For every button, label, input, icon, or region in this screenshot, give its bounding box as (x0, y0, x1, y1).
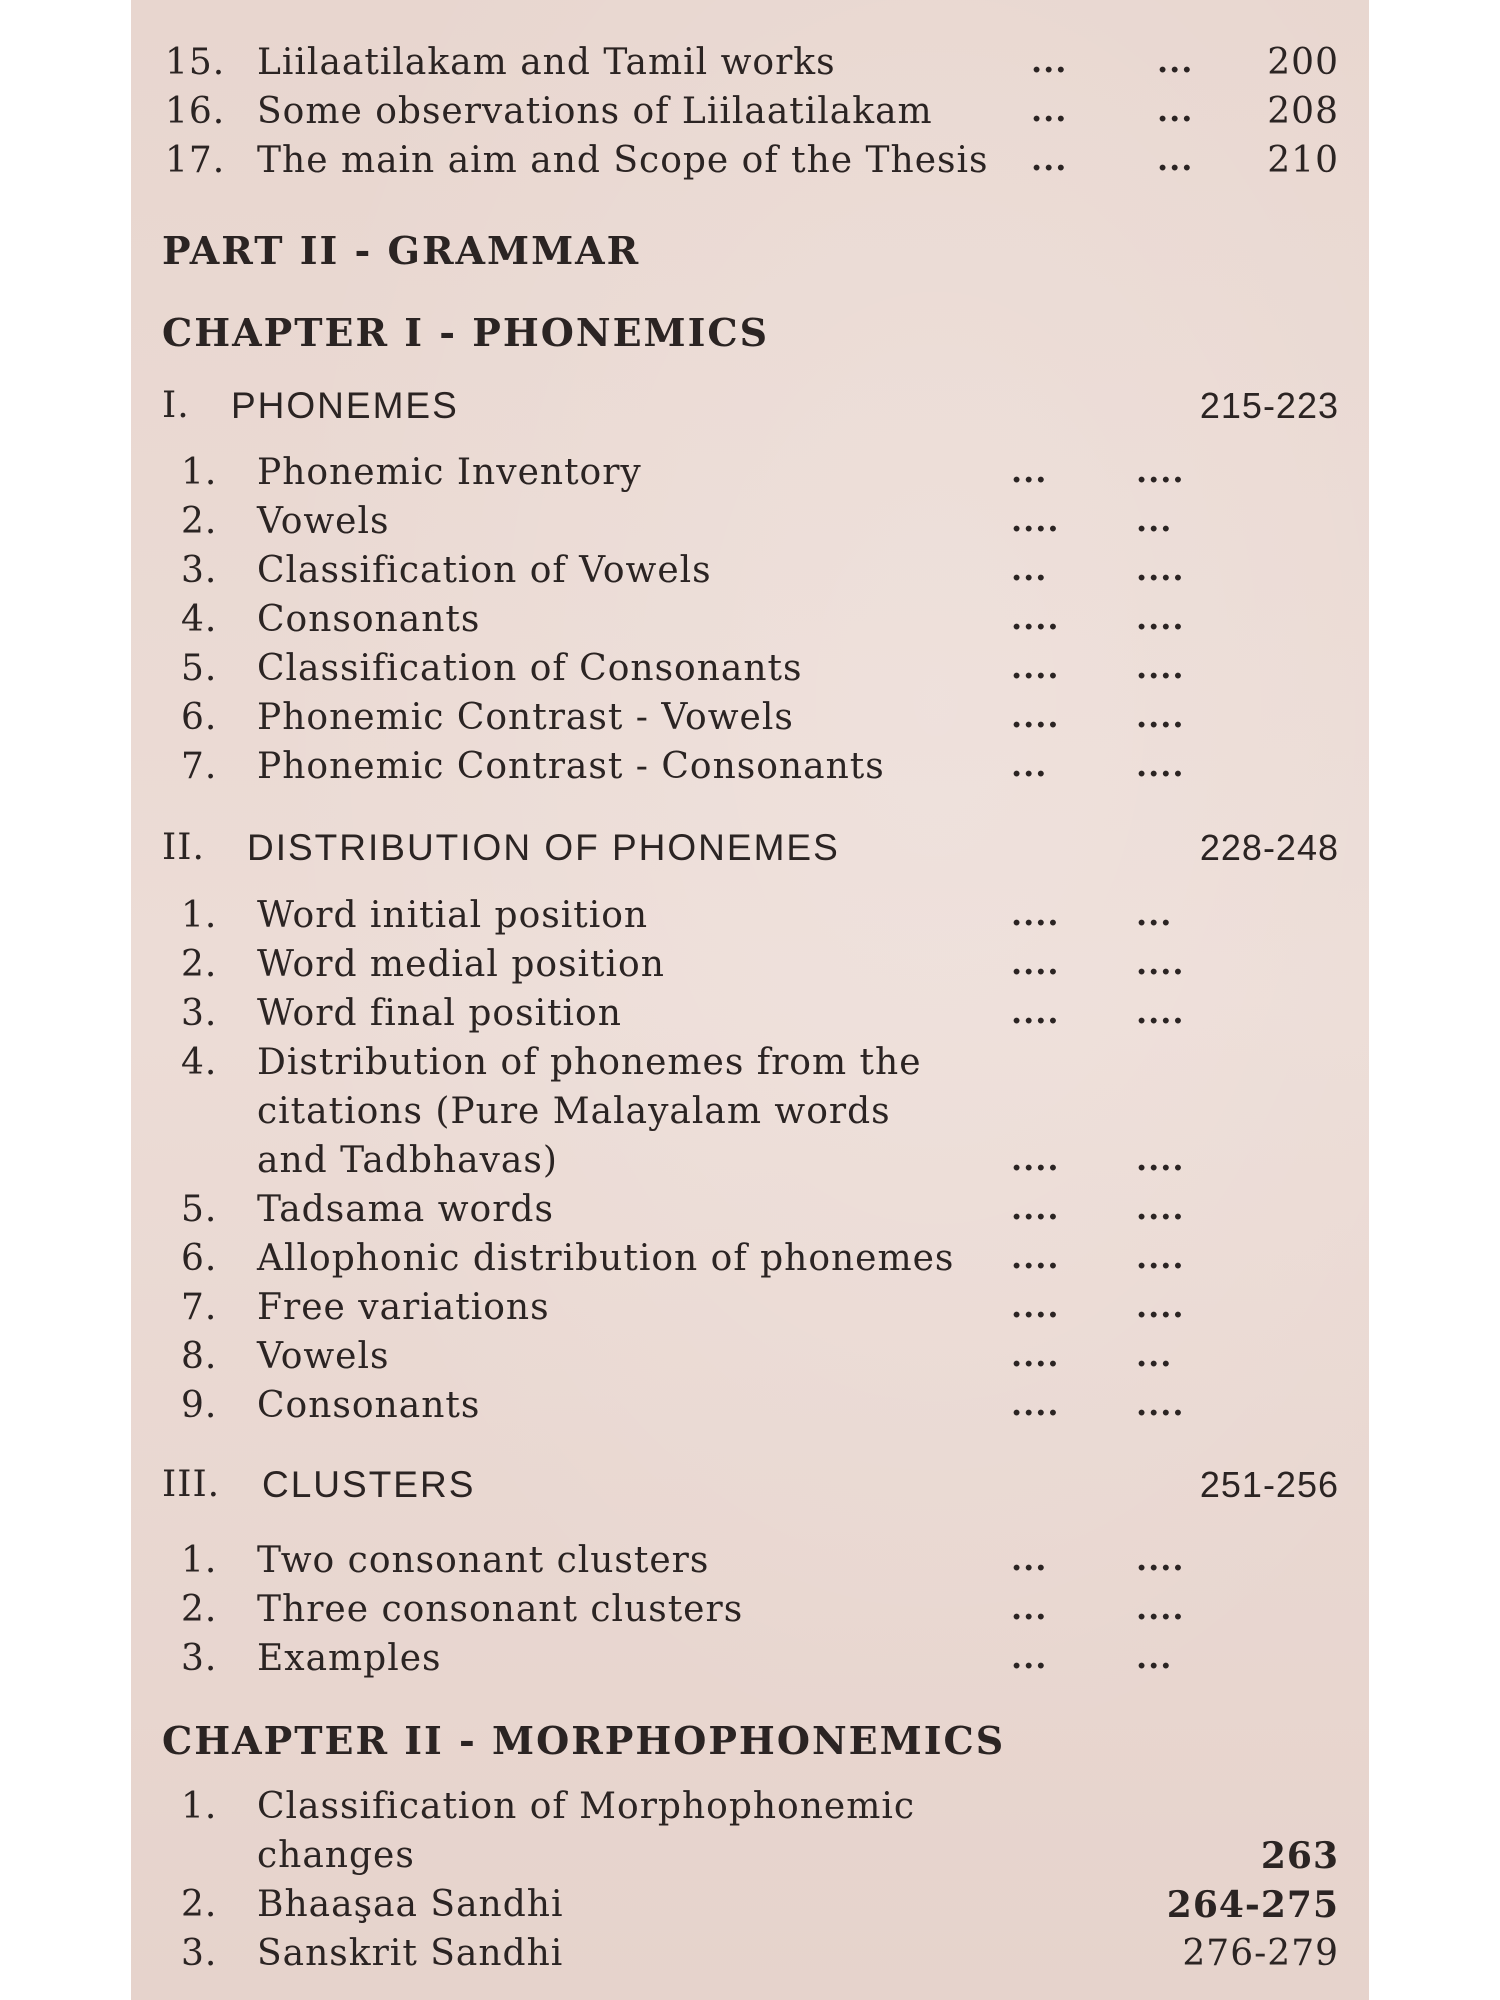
entry-title-line: citations (Pure Malayalam words (257, 1091, 891, 1132)
toc-entry (131, 1786, 1369, 1830)
toc-entry (131, 501, 1369, 545)
leader-dots: .... (1011, 697, 1060, 735)
entry-number: 6. (181, 697, 218, 738)
toc-entry (131, 1884, 1369, 1928)
entry-title: Phonemic Contrast - Consonants (257, 746, 885, 787)
entry-title: Three consonant clusters (257, 1589, 744, 1630)
section-number: III. (162, 1464, 221, 1505)
toc-entry (131, 1042, 1369, 1086)
book-page (131, 0, 1369, 2000)
entry-number: 9. (181, 1385, 218, 1426)
entry-number: 7. (181, 746, 218, 787)
leader-dots: .... (1136, 1589, 1185, 1627)
toc-entry (131, 452, 1369, 496)
toc-entry (131, 1287, 1369, 1331)
entry-title: Two consonant clusters (257, 1540, 710, 1581)
page-number: 200 (1267, 42, 1339, 83)
leader-dots: .... (1136, 452, 1185, 490)
entry-number: 3. (181, 993, 218, 1034)
entry-number: 5. (181, 1189, 218, 1230)
entry-number: 2. (181, 501, 218, 542)
section-title: DISTRIBUTION OF PHONEMES (247, 827, 840, 868)
entry-title: Vowels (257, 1336, 390, 1377)
toc-entry (131, 697, 1369, 741)
toc-entry (131, 599, 1369, 643)
leader-dots: .... (1011, 895, 1060, 933)
leader-dots: .... (1011, 1287, 1060, 1325)
toc-entry (131, 1385, 1369, 1429)
entry-title: Sanskrit Sandhi (257, 1933, 564, 1974)
entry-number: 5. (181, 648, 218, 689)
leader-dots: .... (1136, 1140, 1185, 1178)
leader-dots: .... (1136, 1189, 1185, 1227)
entry-number: 3. (181, 550, 218, 591)
leader-dots: ... (1157, 140, 1194, 178)
leader-dots: ... (1031, 42, 1068, 80)
entry-title: Tadsama words (257, 1189, 554, 1230)
leader-dots: .... (1011, 1238, 1060, 1276)
page-number: 208 (1267, 91, 1339, 132)
entry-title-line: changes (257, 1835, 415, 1876)
entry-title: Word initial position (257, 895, 649, 936)
leader-dots: ... (1157, 91, 1194, 129)
toc-entry (131, 1238, 1369, 1282)
leader-dots: .... (1136, 648, 1185, 686)
page-number: 210 (1267, 140, 1339, 181)
leader-dots: .... (1136, 746, 1185, 784)
entry-number: 2. (181, 1589, 218, 1630)
toc-entry (131, 1189, 1369, 1233)
toc-entry (131, 1336, 1369, 1380)
part-heading (131, 228, 1369, 272)
toc-entry-continuation (131, 1091, 1369, 1135)
leader-dots: .... (1136, 993, 1185, 1031)
entry-number: 3. (181, 1933, 218, 1974)
entry-title: Vowels (257, 501, 390, 542)
chapter-heading-text: CHAPTER II - MORPHOPHONEMICS (162, 1718, 1006, 1763)
entry-title: Liilaatilakam and Tamil works (257, 42, 836, 83)
leader-dots: .... (1011, 1189, 1060, 1227)
page-range: 264-275 (1166, 1884, 1339, 1926)
page-range: 215-223 (1199, 385, 1339, 426)
entry-number: 1. (181, 1786, 218, 1827)
section-heading (131, 1464, 1369, 1508)
entry-number: 16. (165, 91, 226, 132)
leader-dots: ... (1136, 1638, 1173, 1676)
page-range: 228-248 (1199, 827, 1339, 868)
leader-dots: .... (1136, 1287, 1185, 1325)
leader-dots: .... (1011, 648, 1060, 686)
leader-dots: .... (1011, 1140, 1060, 1178)
entry-title: Bhaaşaa Sandhi (257, 1884, 564, 1925)
leader-dots: .... (1136, 697, 1185, 735)
leader-dots: .... (1136, 599, 1185, 637)
entry-number: 6. (181, 1238, 218, 1279)
toc-entry (131, 1589, 1369, 1633)
toc-entry (131, 746, 1369, 790)
leader-dots: .... (1011, 501, 1060, 539)
leader-dots: ... (1031, 91, 1068, 129)
entry-title: Phonemic Contrast - Vowels (257, 697, 794, 738)
page-range: 276-279 (1182, 1933, 1339, 1974)
leader-dots: .... (1011, 599, 1060, 637)
page-number: 263 (1260, 1835, 1339, 1877)
entry-title-line: Distribution of phonemes from the (257, 1042, 922, 1083)
entry-number: 2. (181, 1884, 218, 1925)
entry-number: 3. (181, 1638, 218, 1679)
toc-entry (131, 944, 1369, 988)
entry-title: Phonemic Inventory (257, 452, 642, 493)
toc-entry (131, 42, 1369, 86)
leader-dots: ... (1011, 746, 1048, 784)
section-number: II. (162, 827, 205, 868)
leader-dots: .... (1136, 944, 1185, 982)
leader-dots: .... (1136, 1540, 1185, 1578)
section-title: CLUSTERS (262, 1464, 476, 1505)
leader-dots: ... (1136, 1336, 1173, 1374)
leader-dots: .... (1011, 1336, 1060, 1374)
entry-title: Classification of Consonants (257, 648, 803, 689)
section-heading (131, 827, 1369, 871)
toc-entry (131, 140, 1369, 184)
chapter-heading-text: CHAPTER I - PHONEMICS (162, 310, 770, 355)
entry-title: Allophonic distribution of phonemes (257, 1238, 955, 1279)
toc-entry (131, 1933, 1369, 1977)
entry-number: 8. (181, 1336, 218, 1377)
leader-dots: ... (1136, 895, 1173, 933)
leader-dots: ... (1011, 550, 1048, 588)
page-range: 251-256 (1199, 1464, 1339, 1505)
entry-number: 15. (165, 42, 226, 83)
entry-title: Some observations of Liilaatilakam (257, 91, 933, 132)
leader-dots: .... (1136, 1238, 1185, 1276)
entry-number: 4. (181, 599, 218, 640)
entry-title-line: and Tadbhavas) (257, 1140, 558, 1181)
toc-entry-continuation (131, 1140, 1369, 1184)
leader-dots: .... (1011, 1385, 1060, 1423)
entry-number: 2. (181, 944, 218, 985)
toc-entry (131, 1638, 1369, 1682)
part-heading-text: PART II - GRAMMAR (162, 228, 641, 273)
entry-title: Examples (257, 1638, 442, 1679)
chapter-heading (131, 310, 1369, 354)
toc-entry (131, 648, 1369, 692)
entry-title: Consonants (257, 599, 481, 640)
entry-number: 4. (181, 1042, 218, 1083)
leader-dots: .... (1136, 1385, 1185, 1423)
entry-title: Consonants (257, 1385, 481, 1426)
leader-dots: ... (1157, 42, 1194, 80)
leader-dots: ... (1011, 452, 1048, 490)
entry-number: 7. (181, 1287, 218, 1328)
leader-dots: .... (1011, 993, 1060, 1031)
toc-entry (131, 895, 1369, 939)
entry-number: 1. (181, 452, 218, 493)
entry-title: Word final position (257, 993, 622, 1034)
section-heading (131, 385, 1369, 429)
entry-title: The main aim and Scope of the Thesis (257, 140, 989, 181)
section-title: PHONEMES (231, 385, 459, 426)
entry-title: Word medial position (257, 944, 665, 985)
leader-dots: .... (1011, 944, 1060, 982)
leader-dots: ... (1011, 1638, 1048, 1676)
entry-number: 17. (165, 140, 226, 181)
toc-entry (131, 1540, 1369, 1584)
entry-title: Classification of Vowels (257, 550, 712, 591)
section-number: I. (162, 385, 190, 426)
toc-entry-continuation (131, 1835, 1369, 1879)
toc-entry (131, 550, 1369, 594)
leader-dots: ... (1011, 1540, 1048, 1578)
entry-number: 1. (181, 895, 218, 936)
leader-dots: .... (1136, 550, 1185, 588)
leader-dots: ... (1031, 140, 1068, 178)
entry-number: 1. (181, 1540, 218, 1581)
entry-title-line: Classification of Morphophonemic (257, 1786, 916, 1827)
entry-title: Free variations (257, 1287, 550, 1328)
toc-entry (131, 993, 1369, 1037)
chapter-heading (131, 1718, 1369, 1762)
leader-dots: ... (1011, 1589, 1048, 1627)
toc-entry (131, 91, 1369, 135)
leader-dots: ... (1136, 501, 1173, 539)
